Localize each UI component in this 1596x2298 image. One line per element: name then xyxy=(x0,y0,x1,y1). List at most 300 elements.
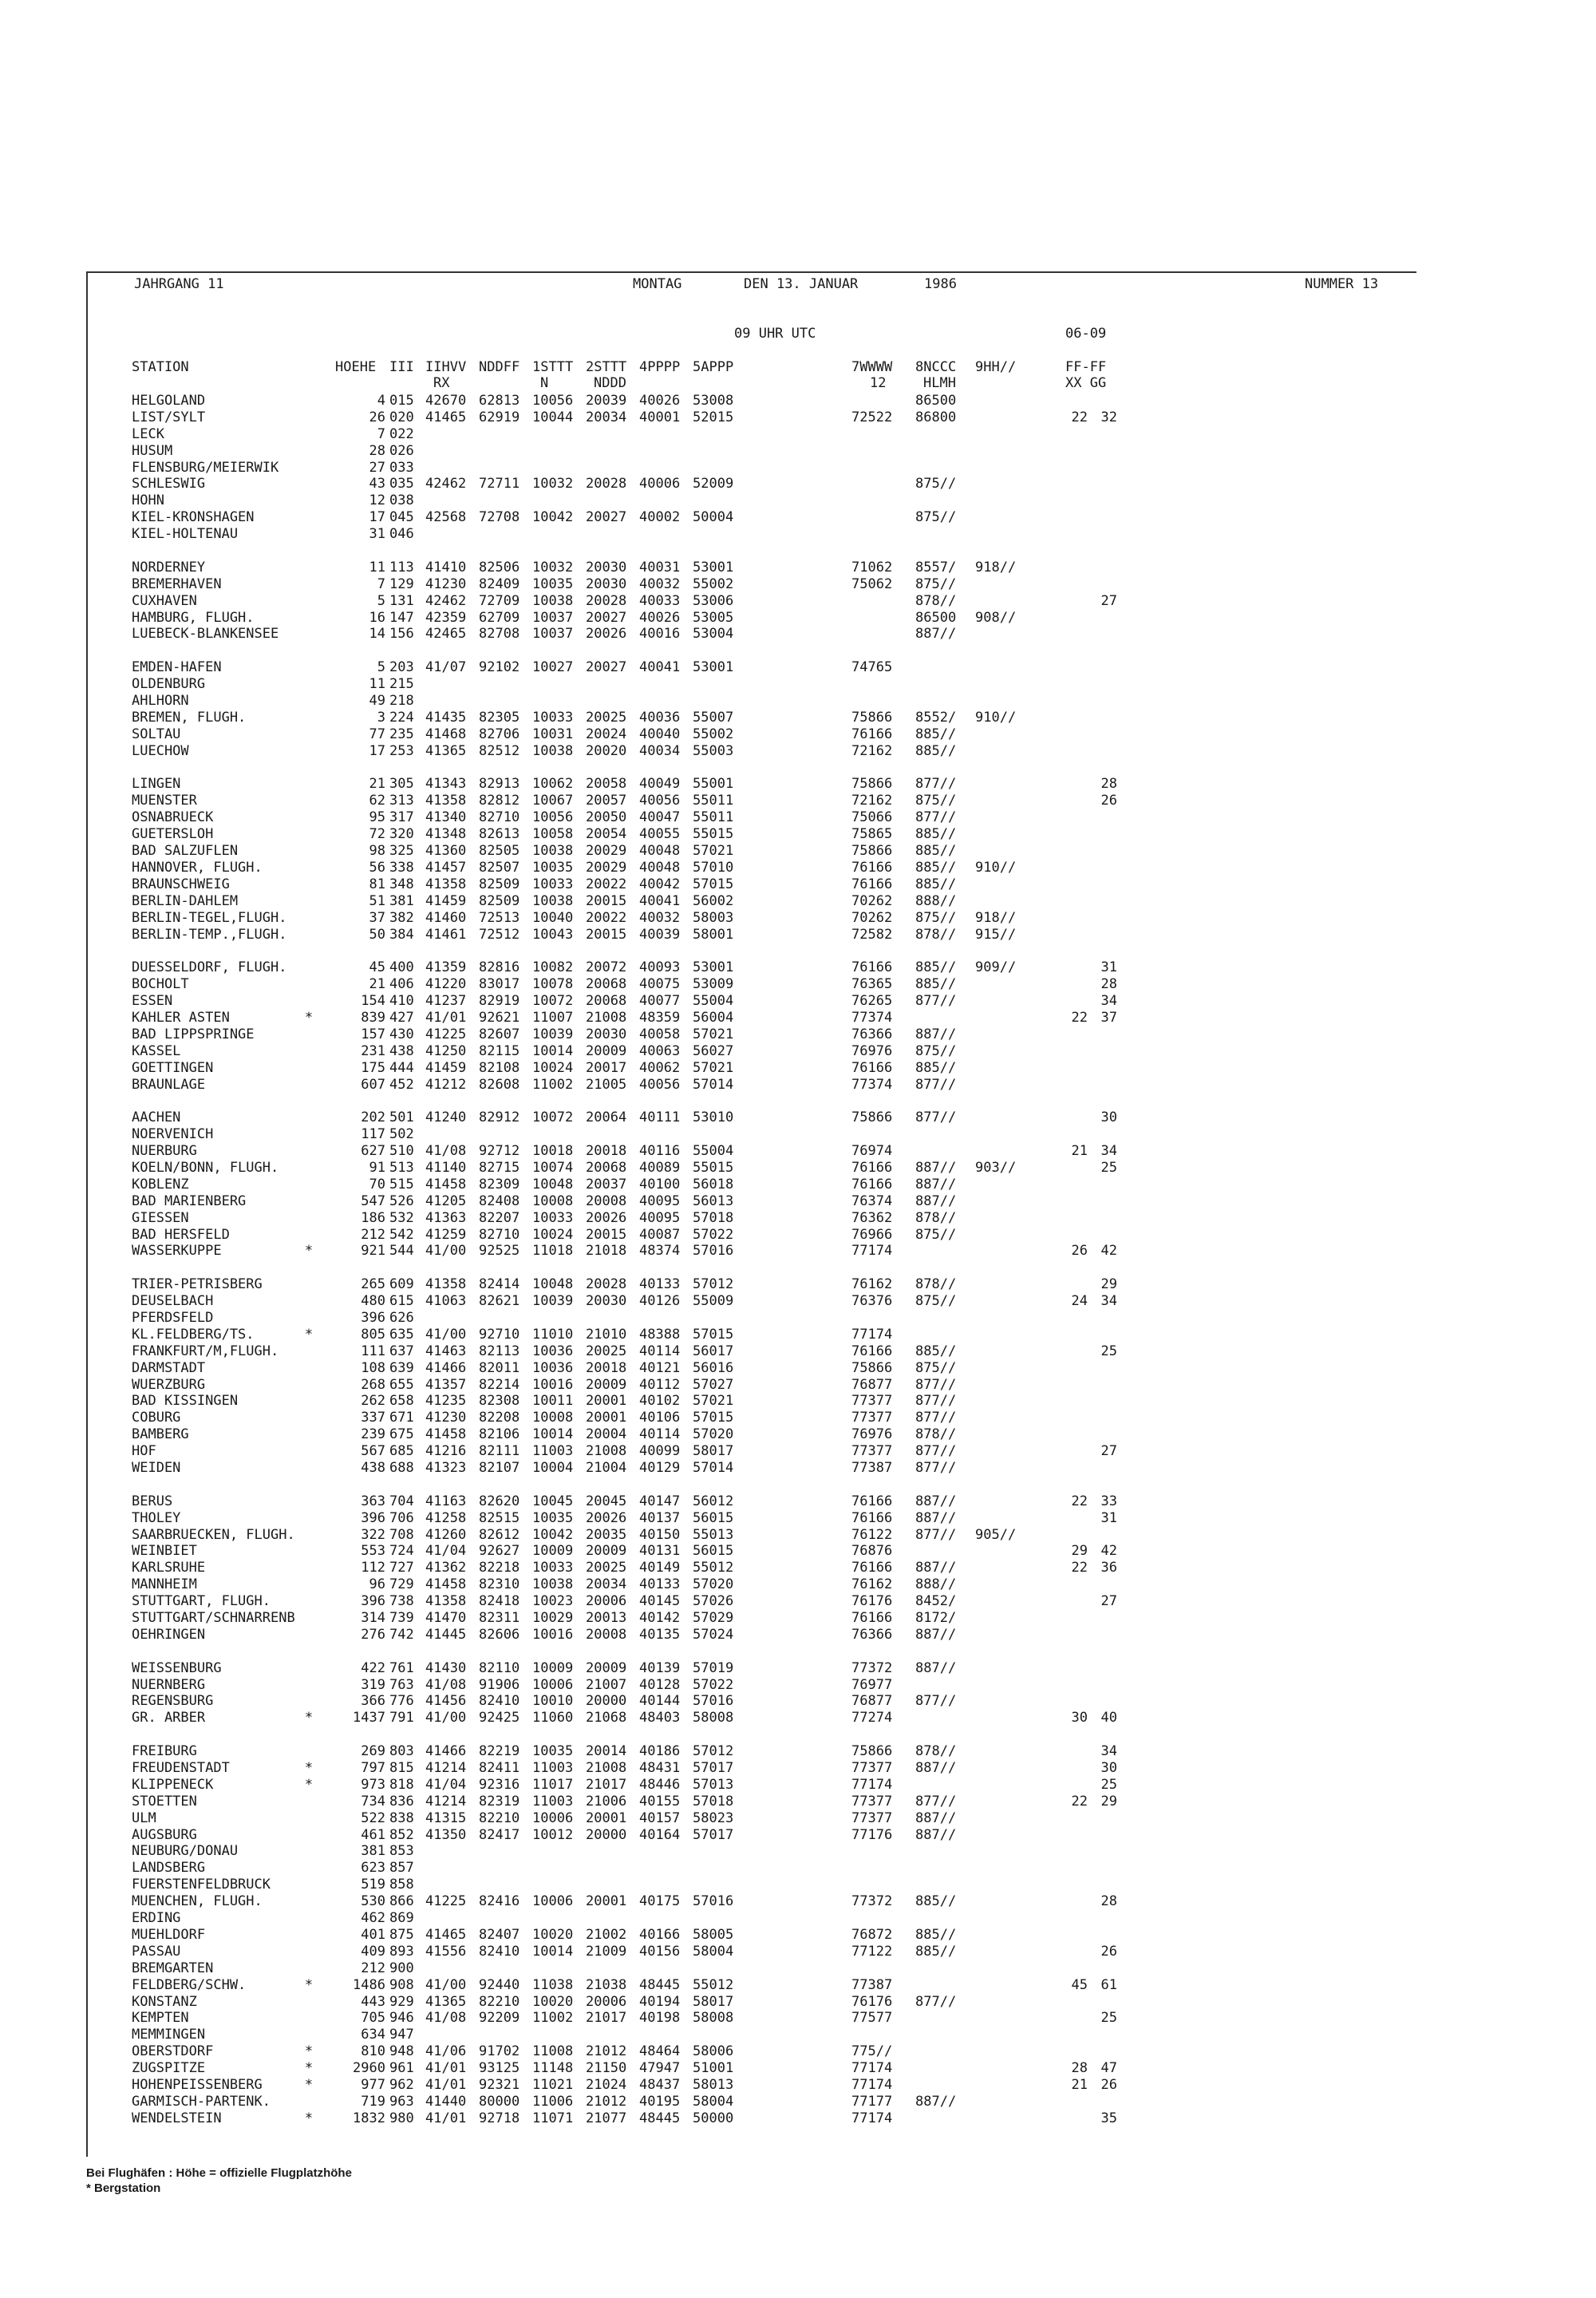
station-name: WASSERKUPPE xyxy=(132,1243,222,1260)
station-height: 519 xyxy=(361,1877,385,1893)
station-number: 113 xyxy=(389,559,414,575)
gust-gg: 30 xyxy=(1100,1109,1117,1126)
nine-group: 915// xyxy=(975,926,1017,943)
station-number: 763 xyxy=(389,1676,414,1693)
weather-group: 77174 xyxy=(851,2110,893,2126)
synop-group: 20006 xyxy=(586,1593,627,1610)
table-row xyxy=(88,1893,1416,1910)
synop-group: 82621 xyxy=(479,1293,520,1310)
synop-group: 82207 xyxy=(479,1209,520,1226)
station-name: STUTTGART/SCHNARRENB xyxy=(132,1610,295,1627)
station-height: 805 xyxy=(361,1326,385,1343)
table-row xyxy=(88,593,1416,610)
synop-group: 53005 xyxy=(693,609,734,626)
station-name: OEHRINGEN xyxy=(132,1626,206,1643)
synop-group: 41468 xyxy=(425,726,467,742)
synop-group: 56017 xyxy=(693,1343,734,1359)
synop-group: 83017 xyxy=(479,976,520,993)
station-height: 70 xyxy=(369,1176,385,1193)
synop-group: 92440 xyxy=(479,1976,520,1993)
synop-group: 20027 xyxy=(586,659,627,676)
synop-group: 82106 xyxy=(479,1426,520,1443)
cloud-group: 8557/ xyxy=(915,559,957,575)
group-separator xyxy=(88,1643,1416,1660)
cloud-group: 885// xyxy=(915,1343,957,1359)
synop-group: 11007 xyxy=(532,1009,574,1026)
synop-group: 91702 xyxy=(479,2043,520,2060)
station-height: 396 xyxy=(361,1593,385,1610)
synop-group: 92718 xyxy=(479,2110,520,2126)
synop-group: 40128 xyxy=(639,1676,681,1693)
cloud-group: 878// xyxy=(915,1209,957,1226)
synop-group: 55015 xyxy=(693,826,734,843)
station-name: KIEL-HOLTENAU xyxy=(132,526,239,543)
station-number: 866 xyxy=(389,1893,414,1910)
table-row xyxy=(88,809,1416,826)
weather-group: 75866 xyxy=(851,776,893,793)
cloud-group: 887// xyxy=(915,1626,957,1643)
synop-group: 55004 xyxy=(693,1143,734,1160)
station-number: 381 xyxy=(389,892,414,909)
synop-group: 93125 xyxy=(479,2060,520,2077)
gust-gg: 36 xyxy=(1100,1560,1117,1576)
station-name: WEIDEN xyxy=(132,1460,181,1476)
synop-group: 55011 xyxy=(693,809,734,826)
bulletin-header xyxy=(88,273,1416,297)
station-height: 157 xyxy=(361,1026,385,1042)
station-number: 626 xyxy=(389,1309,414,1326)
station-number: 325 xyxy=(389,843,414,860)
synop-group: 10024 xyxy=(532,1059,574,1076)
synop-group: 82408 xyxy=(479,1193,520,1209)
weather-group: 76877 xyxy=(851,1693,893,1710)
station-number: 147 xyxy=(389,609,414,626)
weather-group: 76366 xyxy=(851,1026,893,1042)
synop-group: 41350 xyxy=(425,1826,467,1843)
synop-group: 10039 xyxy=(532,1293,574,1310)
weather-group: 77377 xyxy=(851,1393,893,1410)
weather-group: 76877 xyxy=(851,1376,893,1393)
synop-group: 41457 xyxy=(425,859,467,876)
synop-group: 21009 xyxy=(586,1943,627,1960)
station-height: 322 xyxy=(361,1526,385,1543)
cloud-group: 888// xyxy=(915,892,957,909)
station-name: BAD MARIENBERG xyxy=(132,1193,247,1209)
synop-group: 41214 xyxy=(425,1793,467,1810)
synop-group: 40006 xyxy=(639,476,681,492)
table-row xyxy=(88,2110,1416,2127)
col-1sttt: 1STTT xyxy=(532,359,574,375)
synop-group: 57015 xyxy=(693,1410,734,1426)
synop-group: 11060 xyxy=(532,1710,574,1726)
weather-group: 76166 xyxy=(851,1343,893,1359)
synop-group: 41362 xyxy=(425,1560,467,1576)
synop-group: 40147 xyxy=(639,1493,681,1509)
gust-gg: 42 xyxy=(1100,1543,1117,1560)
station-name: SAARBRUECKEN, FLUGH. xyxy=(132,1526,295,1543)
weather-group: 77174 xyxy=(851,1326,893,1343)
station-number: 510 xyxy=(389,1143,414,1160)
synop-group: 55012 xyxy=(693,1976,734,1993)
synop-group: 10012 xyxy=(532,1826,574,1843)
cloud-group: 885// xyxy=(915,1926,957,1943)
synop-group: 40095 xyxy=(639,1193,681,1209)
station-number: 129 xyxy=(389,575,414,592)
synop-group: 41340 xyxy=(425,809,467,826)
synop-group: 82305 xyxy=(479,709,520,726)
cloud-group: 878// xyxy=(915,592,957,609)
table-row xyxy=(88,1677,1416,1694)
station-number: 869 xyxy=(389,1910,414,1927)
station-name: ERDING xyxy=(132,1910,181,1927)
weather-group: 76966 xyxy=(851,1226,893,1243)
synop-group: 10078 xyxy=(532,976,574,993)
station-name: BREMERHAVEN xyxy=(132,575,222,592)
cloud-group: 86500 xyxy=(915,393,957,409)
synop-group: 20029 xyxy=(586,843,627,860)
synop-group: 20030 xyxy=(586,575,627,592)
weather-group: 75066 xyxy=(851,809,893,826)
weather-group: 76872 xyxy=(851,1926,893,1943)
station-name: COBURG xyxy=(132,1410,181,1426)
station-name: TRIER-PETRISBERG xyxy=(132,1276,263,1293)
station-number: 791 xyxy=(389,1710,414,1726)
synop-group: 57012 xyxy=(693,1743,734,1760)
col-ffff: FF-FF xyxy=(1065,359,1107,375)
station-number: 526 xyxy=(389,1193,414,1209)
jahrgang-label: JAHRGANG 11 xyxy=(134,276,224,292)
synop-group: 55015 xyxy=(693,1159,734,1176)
station-name: HOF xyxy=(132,1443,156,1460)
synop-group: 57022 xyxy=(693,1676,734,1693)
synop-group: 82515 xyxy=(479,1509,520,1526)
synop-group: 91906 xyxy=(479,1676,520,1693)
station-height: 401 xyxy=(361,1926,385,1943)
synop-group: 40186 xyxy=(639,1743,681,1760)
synop-group: 10038 xyxy=(532,1576,574,1593)
synop-group: 20001 xyxy=(586,1410,627,1426)
synop-group: 40155 xyxy=(639,1793,681,1810)
station-name: WEISSENBURG xyxy=(132,1659,222,1676)
gust-xx: 24 xyxy=(1071,1293,1088,1310)
table-row xyxy=(88,1593,1416,1610)
synop-group: 82210 xyxy=(479,1993,520,2010)
synop-group: 10048 xyxy=(532,1176,574,1193)
synop-group: 82414 xyxy=(479,1276,520,1293)
cloud-group: 877// xyxy=(915,993,957,1010)
table-row xyxy=(88,1327,1416,1343)
synop-group: 20026 xyxy=(586,1209,627,1226)
station-name: BERUS xyxy=(132,1493,173,1509)
synop-group: 10006 xyxy=(532,1676,574,1693)
synop-group: 57016 xyxy=(693,1693,734,1710)
table-row xyxy=(88,1527,1416,1544)
station-number: 655 xyxy=(389,1376,414,1393)
synop-group: 82512 xyxy=(479,742,520,759)
mountain-marker: * xyxy=(304,1009,314,1026)
station-height: 186 xyxy=(361,1209,385,1226)
weather-group: 76166 xyxy=(851,1509,893,1526)
table-row xyxy=(88,743,1416,760)
gust-xx: 22 xyxy=(1071,409,1088,425)
weather-group: 75866 xyxy=(851,709,893,726)
synop-group: 21018 xyxy=(586,1243,627,1260)
station-number: 410 xyxy=(389,993,414,1010)
synop-group: 41063 xyxy=(425,1293,467,1310)
synop-group: 11071 xyxy=(532,2110,574,2126)
station-height: 276 xyxy=(361,1626,385,1643)
synop-group: 10038 xyxy=(532,592,574,609)
synop-group: 10033 xyxy=(532,876,574,892)
table-row xyxy=(88,710,1416,726)
synop-group: 10033 xyxy=(532,1560,574,1576)
gust-gg: 29 xyxy=(1100,1793,1117,1810)
synop-group: 20022 xyxy=(586,909,627,926)
cloud-group: 887// xyxy=(915,1560,957,1576)
synop-group: 42359 xyxy=(425,609,467,626)
synop-group: 20027 xyxy=(586,509,627,526)
table-row xyxy=(88,1177,1416,1193)
synop-group: 56018 xyxy=(693,1176,734,1193)
nine-group: 905// xyxy=(975,1526,1017,1543)
synop-group: 40039 xyxy=(639,926,681,943)
cloud-group: 877// xyxy=(915,809,957,826)
table-row xyxy=(88,560,1416,576)
synop-group: 41216 xyxy=(425,1443,467,1460)
cloud-group: 887// xyxy=(915,1176,957,1193)
station-name: NOERVENICH xyxy=(132,1126,214,1143)
synop-group: 20001 xyxy=(586,1893,627,1910)
synop-group: 41358 xyxy=(425,1593,467,1610)
column-headers xyxy=(88,321,1416,393)
synop-group: 20026 xyxy=(586,1509,627,1526)
synop-group: 40075 xyxy=(639,976,681,993)
table-row xyxy=(88,1810,1416,1827)
table-row xyxy=(88,860,1416,876)
synop-group: 48403 xyxy=(639,1710,681,1726)
synop-group: 48445 xyxy=(639,1976,681,1993)
table-row xyxy=(88,1343,1416,1360)
synop-group: 82210 xyxy=(479,1810,520,1826)
station-number: 838 xyxy=(389,1810,414,1826)
synop-group: 55007 xyxy=(693,709,734,726)
synop-group: 21068 xyxy=(586,1710,627,1726)
table-row xyxy=(88,1393,1416,1410)
synop-group: 10033 xyxy=(532,1209,574,1226)
synop-group: 11002 xyxy=(532,1076,574,1093)
synop-group: 40106 xyxy=(639,1410,681,1426)
gust-gg: 33 xyxy=(1100,1493,1117,1509)
synop-group: 20054 xyxy=(586,826,627,843)
synop-group: 41/04 xyxy=(425,1543,467,1560)
synop-group: 40135 xyxy=(639,1626,681,1643)
station-name: PFERDSFELD xyxy=(132,1309,214,1326)
cloud-group: 877// xyxy=(915,1393,957,1410)
group-separator xyxy=(88,1093,1416,1109)
synop-group: 20029 xyxy=(586,859,627,876)
table-row xyxy=(88,1143,1416,1160)
station-height: 21 xyxy=(369,976,385,993)
cloud-group: 885// xyxy=(915,742,957,759)
station-number: 045 xyxy=(389,509,414,526)
synop-group: 82620 xyxy=(479,1493,520,1509)
synop-group: 41461 xyxy=(425,926,467,943)
table-row xyxy=(88,1743,1416,1760)
synop-group: 53006 xyxy=(693,592,734,609)
nine-group: 909// xyxy=(975,959,1017,976)
synop-group: 41435 xyxy=(425,709,467,726)
synop-group: 10044 xyxy=(532,409,574,425)
cloud-group: 887// xyxy=(915,2093,957,2110)
synop-group: 20020 xyxy=(586,742,627,759)
station-name: GUETERSLOH xyxy=(132,826,214,843)
synop-group: 10035 xyxy=(532,1509,574,1526)
station-number: 502 xyxy=(389,1126,414,1143)
synop-group: 57018 xyxy=(693,1209,734,1226)
synop-group: 41/04 xyxy=(425,1776,467,1793)
station-height: 719 xyxy=(361,2093,385,2110)
station-name: SOLTAU xyxy=(132,726,181,742)
station-height: 461 xyxy=(361,1826,385,1843)
synop-group: 20028 xyxy=(586,476,627,492)
station-name: MEMMINGEN xyxy=(132,2027,206,2043)
station-height: 43 xyxy=(369,476,385,492)
synop-group: 41458 xyxy=(425,1176,467,1193)
synop-group: 20037 xyxy=(586,1176,627,1193)
station-number: 313 xyxy=(389,793,414,809)
synop-group: 40129 xyxy=(639,1460,681,1476)
synop-group: 40077 xyxy=(639,993,681,1010)
weather-group: 76166 xyxy=(851,876,893,892)
station-height: 96 xyxy=(369,1576,385,1593)
synop-group: 21150 xyxy=(586,2060,627,2077)
station-name: MANNHEIM xyxy=(132,1576,197,1593)
synop-group: 10040 xyxy=(532,909,574,926)
table-row xyxy=(88,1560,1416,1576)
synop-group: 40111 xyxy=(639,1109,681,1126)
synop-group: 41363 xyxy=(425,1209,467,1226)
station-number: 542 xyxy=(389,1226,414,1243)
station-number: 962 xyxy=(389,2076,414,2093)
synop-group: 62709 xyxy=(479,609,520,626)
synop-group: 20068 xyxy=(586,976,627,993)
station-height: 51 xyxy=(369,892,385,909)
synop-group: 10039 xyxy=(532,1026,574,1042)
synop-group: 10016 xyxy=(532,1376,574,1393)
synop-group: 57010 xyxy=(693,859,734,876)
synop-group: 10004 xyxy=(532,1460,574,1476)
table-row xyxy=(88,1360,1416,1377)
weather-group: 71062 xyxy=(851,559,893,575)
weather-group: 77387 xyxy=(851,1976,893,1993)
synop-group: 20009 xyxy=(586,1543,627,1560)
synop-group: 82509 xyxy=(479,876,520,892)
synop-group: 58017 xyxy=(693,1993,734,2010)
synop-group: 92321 xyxy=(479,2076,520,2093)
synop-group: 20057 xyxy=(586,793,627,809)
table-row xyxy=(88,1243,1416,1260)
synop-group: 41258 xyxy=(425,1509,467,1526)
synop-group: 10043 xyxy=(532,926,574,943)
station-height: 1486 xyxy=(353,1976,385,1993)
synop-group: 42568 xyxy=(425,509,467,526)
synop-group: 10006 xyxy=(532,1810,574,1826)
station-number: 609 xyxy=(389,1276,414,1293)
station-name: KASSEL xyxy=(132,1042,181,1059)
synop-group: 41466 xyxy=(425,1359,467,1376)
station-height: 77 xyxy=(369,726,385,742)
station-number: 430 xyxy=(389,1026,414,1042)
station-number: 961 xyxy=(389,2060,414,2077)
table-row xyxy=(88,610,1416,627)
station-number: 724 xyxy=(389,1543,414,1560)
station-number: 131 xyxy=(389,592,414,609)
cloud-group: 885// xyxy=(915,1893,957,1910)
cloud-group: 885// xyxy=(915,1943,957,1960)
cloud-group: 875// xyxy=(915,476,957,492)
station-name: AHLHORN xyxy=(132,693,189,710)
table-row xyxy=(88,1977,1416,1994)
synop-group: 11148 xyxy=(532,2060,574,2077)
weather-group: 75062 xyxy=(851,575,893,592)
synop-group: 20050 xyxy=(586,809,627,826)
station-name: HOHN xyxy=(132,492,164,509)
synop-group: 48446 xyxy=(639,1776,681,1793)
table-row xyxy=(88,426,1416,443)
table-row xyxy=(88,1160,1416,1177)
station-number: 348 xyxy=(389,876,414,892)
synop-group: 41259 xyxy=(425,1226,467,1243)
station-height: 567 xyxy=(361,1443,385,1460)
weather-group: 77387 xyxy=(851,1460,893,1476)
col-station: STATION xyxy=(132,359,189,375)
table-row xyxy=(88,1944,1416,1960)
station-height: 31 xyxy=(369,526,385,543)
synop-group: 82113 xyxy=(479,1343,520,1359)
station-name: MUENSTER xyxy=(132,793,197,809)
nine-group: 908// xyxy=(975,609,1017,626)
weather-group: 76176 xyxy=(851,1593,893,1610)
synop-group: 41/01 xyxy=(425,2060,467,2077)
station-name: HUSUM xyxy=(132,442,173,459)
synop-group: 52015 xyxy=(693,409,734,425)
gust-xx: 22 xyxy=(1071,1493,1088,1509)
cloud-group: 885// xyxy=(915,976,957,993)
station-number: 738 xyxy=(389,1593,414,1610)
synop-group: 20013 xyxy=(586,1610,627,1627)
cloud-group: 885// xyxy=(915,959,957,976)
group-separator xyxy=(88,1726,1416,1743)
synop-group: 10008 xyxy=(532,1410,574,1426)
cloud-group: 878// xyxy=(915,1743,957,1760)
synop-group: 41348 xyxy=(425,826,467,843)
mountain-marker: * xyxy=(304,2043,314,2060)
station-number: 427 xyxy=(389,1009,414,1026)
synop-group: 42462 xyxy=(425,476,467,492)
weather-group: 76122 xyxy=(851,1526,893,1543)
synop-group: 10031 xyxy=(532,726,574,742)
station-number: 305 xyxy=(389,776,414,793)
synop-group: 10024 xyxy=(532,1226,574,1243)
synop-group: 80000 xyxy=(479,2093,520,2110)
station-number: 635 xyxy=(389,1326,414,1343)
synop-group: 58003 xyxy=(693,909,734,926)
synop-group: 40026 xyxy=(639,393,681,409)
station-height: 62 xyxy=(369,793,385,809)
synop-group: 20027 xyxy=(586,609,627,626)
station-number: 320 xyxy=(389,826,414,843)
station-name: KLIPPENECK xyxy=(132,1776,214,1793)
